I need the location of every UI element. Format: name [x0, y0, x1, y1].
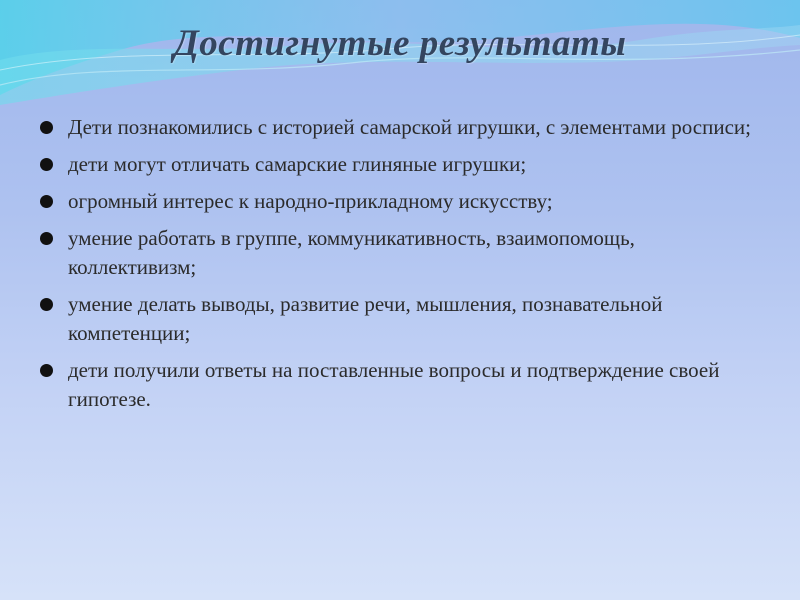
list-item	[38, 290, 758, 348]
list-item-text: дети получили ответы на поставленные вопросы и подтверждение своей гипотезе.	[68, 358, 720, 411]
bullet-dot-icon	[40, 158, 53, 171]
list-item	[38, 187, 758, 216]
bullet-dot-icon	[40, 232, 53, 245]
list-item-text: умение делать выводы, развитие речи, мышления, познавательной компетенции;	[68, 292, 663, 345]
bullet-dot-icon	[40, 195, 53, 208]
results-list	[38, 113, 758, 422]
list-item	[38, 113, 758, 142]
list-item-text: умение работать в группе, коммуникативность, взаимопомощь, коллективизм;	[68, 226, 635, 279]
list-item-text: дети могут отличать самарские глиняные игрушки;	[68, 152, 527, 176]
list-item	[38, 150, 758, 179]
list-item-text: огромный интерес к народно-прикладному искусству;	[68, 189, 553, 213]
bullet-dot-icon	[40, 298, 53, 311]
list-item-text: Дети познакомились с историей самарской игрушки, с элементами росписи;	[68, 115, 751, 139]
list-item	[38, 356, 758, 414]
slide-title: Достигнутые результаты	[173, 23, 627, 64]
list-item	[38, 224, 758, 282]
bullet-dot-icon	[40, 121, 53, 134]
bullet-dot-icon	[40, 364, 53, 377]
